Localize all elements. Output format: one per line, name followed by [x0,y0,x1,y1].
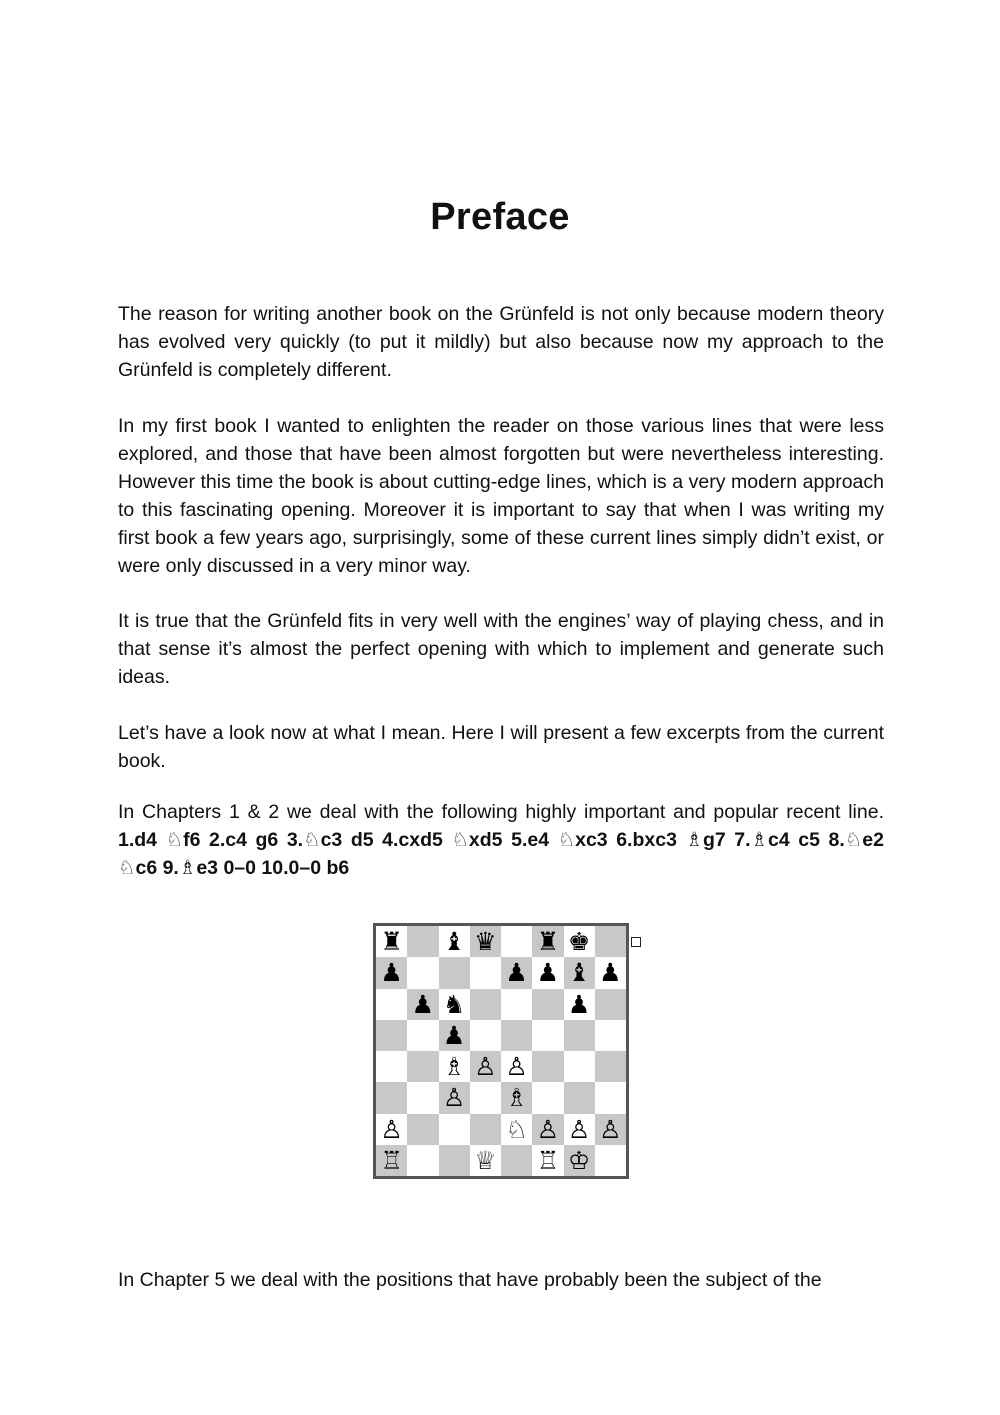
chapters-intro-text: In Chapters 1 & 2 we deal with the following highly important and popular recent line. [118,801,884,823]
square-h4 [595,1051,626,1082]
square-c2 [439,1114,470,1145]
square-e1 [501,1145,532,1176]
square-f8: ♜ [532,926,563,957]
square-g3 [564,1082,595,1113]
square-d7 [470,957,501,988]
square-c4: ♗ [439,1051,470,1082]
move-sequence: 1.d4 ♘f6 2.c4 g6 3.♘c3 d5 4.cxd5 ♘xd5 5.e4 ♘xc3 6.bxc3 ♗g7 7.♗c4 c5 8.♘e2 ♘c6 9.♗e3 0–0 10.0–0 b6 [118,829,884,879]
square-a3 [376,1082,407,1113]
square-d6 [470,989,501,1020]
square-e2: ♘ [501,1114,532,1145]
paragraph-1: The reason for writing another book on the Grünfeld is not only because modern theory has evolved very quickly (to put it mildly) but also because now my approach to the Grünfeld is completely different. [118,303,884,381]
square-b6: ♟ [407,989,438,1020]
square-h5 [595,1020,626,1051]
square-c1 [439,1145,470,1176]
square-d5 [470,1020,501,1051]
square-b5 [407,1020,438,1051]
square-a2: ♙ [376,1114,407,1145]
chess-board [376,926,626,1176]
square-g4 [564,1051,595,1082]
square-e4: ♙ [501,1051,532,1082]
square-c8: ♝ [439,926,470,957]
square-b8 [407,926,438,957]
square-g7: ♝ [564,957,595,988]
square-b4 [407,1051,438,1082]
chess-diagram [373,923,629,1179]
square-g5 [564,1020,595,1051]
square-g6: ♟ [564,989,595,1020]
square-e5 [501,1020,532,1051]
square-h8 [595,926,626,957]
square-d4: ♙ [470,1051,501,1082]
square-h3 [595,1082,626,1113]
square-a4 [376,1051,407,1082]
square-c6: ♞ [439,989,470,1020]
paragraph-2: In my first book I wanted to enlighten the reader on those various lines that were less explored, and those that have been almost forgotten but were nevertheless interesting. However this time the book is about cutting-edge lines, which is a very modern approach to this fascinating opening. Moreover it is important to say that when I was writing my first book a few years ago, surprisingly, some of these current lines simply didn’t exist, or were only discussed in a very minor way. [118,415,884,577]
square-h7: ♟ [595,957,626,988]
square-c3: ♙ [439,1082,470,1113]
square-f4 [532,1051,563,1082]
square-c5: ♟ [439,1020,470,1051]
square-a7: ♟ [376,957,407,988]
square-d1: ♕ [470,1145,501,1176]
square-h2: ♙ [595,1114,626,1145]
square-f3 [532,1082,563,1113]
square-e3: ♗ [501,1082,532,1113]
square-d2 [470,1114,501,1145]
square-h6 [595,989,626,1020]
paragraph-4: Let’s have a look now at what I mean. Here I will present a few excerpts from the current book. [118,722,884,772]
square-a1: ♖ [376,1145,407,1176]
square-b3 [407,1082,438,1113]
square-d3 [470,1082,501,1113]
square-a5 [376,1020,407,1051]
paragraph-3: It is true that the Grünfeld fits in very well with the engines’ way of playing chess, and in that sense it’s almost the perfect opening with which to implement and generate such ideas. [118,610,884,688]
square-f7: ♟ [532,957,563,988]
square-b7 [407,957,438,988]
square-f5 [532,1020,563,1051]
square-d8: ♛ [470,926,501,957]
square-f6 [532,989,563,1020]
square-h1 [595,1145,626,1176]
square-g8: ♚ [564,926,595,957]
paragraph-chapter-5: In Chapter 5 we deal with the positions that have probably been the subject of the [118,1269,822,1291]
square-b2 [407,1114,438,1145]
square-f1: ♖ [532,1145,563,1176]
square-e7: ♟ [501,957,532,988]
square-f2: ♙ [532,1114,563,1145]
square-c7 [439,957,470,988]
square-e6 [501,989,532,1020]
square-g1: ♔ [564,1145,595,1176]
square-a8: ♜ [376,926,407,957]
side-to-move-indicator [631,937,641,947]
page-title: Preface [430,196,570,238]
square-a6 [376,989,407,1020]
square-b1 [407,1145,438,1176]
square-g2: ♙ [564,1114,595,1145]
paragraph-chapters-1-2 [118,798,884,882]
square-e8 [501,926,532,957]
